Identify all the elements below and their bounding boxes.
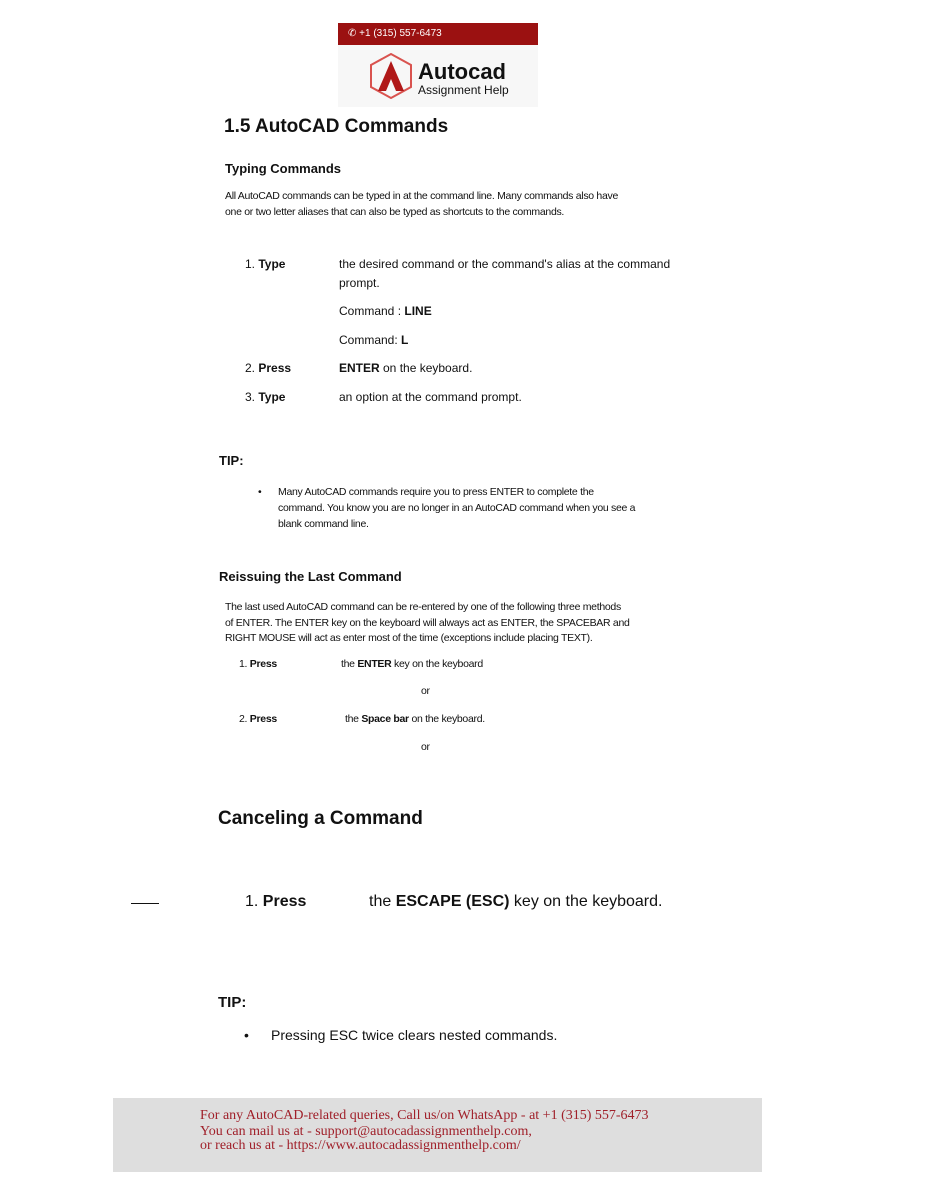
reissue-step-2: 2. Press <box>239 713 277 725</box>
paragraph-line: All AutoCAD commands can be typed in at the command line. Many commands also have <box>225 190 618 202</box>
step-text: prompt. <box>339 276 380 290</box>
step-text: the ESCAPE (ESC) key on the keyboard. <box>369 893 663 910</box>
tip-text: blank command line. <box>278 518 369 530</box>
divider <box>131 903 159 904</box>
or-label: or <box>421 741 430 753</box>
or-label: or <box>421 685 430 697</box>
footer-line: For any AutoCAD-related queries, Call us/on WhatsApp - at +1 (315) 557-6473 <box>200 1108 649 1123</box>
tip-text: command. You know you are no longer in an AutoCAD command when you see a <box>278 502 636 514</box>
tip-heading: TIP: <box>218 994 247 1011</box>
section-heading: Canceling a Command <box>218 808 423 829</box>
autocad-logo-icon <box>370 53 412 99</box>
tip-text: Pressing ESC twice clears nested commands. <box>271 1027 558 1043</box>
logo <box>338 45 538 107</box>
step-3: 3. Type <box>245 390 286 404</box>
step-1: 1. Type <box>245 257 286 271</box>
step-text: the desired command or the command's alias at the command <box>339 257 671 271</box>
header-phone: +1 (315) 557-6473 <box>359 28 442 39</box>
example-2: Command: L <box>339 333 409 347</box>
paragraph-line: The last used AutoCAD command can be re-entered by one of the following three methods <box>225 601 621 613</box>
cancel-step: 1. Press <box>245 893 307 910</box>
section-heading: Typing Commands <box>225 161 342 176</box>
step-2: 2. Press <box>245 361 292 375</box>
footer-line: You can mail us at - support@autocadassignmenthelp.com, <box>200 1124 532 1139</box>
paragraph-line: one or two letter aliases that can also be typed as shortcuts to the commands. <box>225 206 565 218</box>
logo-subtitle: Assignment Help <box>418 83 509 97</box>
footer-line: or reach us at - https://www.autocadassignmenthelp.com/ <box>200 1138 521 1153</box>
paragraph-line: of ENTER. The ENTER key on the keyboard will always act as ENTER, the SPACEBAR and <box>225 617 630 629</box>
whatsapp-icon: ✆ <box>348 28 360 39</box>
tip-text: Many AutoCAD commands require you to press ENTER to complete the <box>278 486 594 498</box>
bullet-icon: • <box>244 1027 249 1043</box>
step-text: the ENTER key on the keyboard <box>341 658 483 670</box>
header-phone-bar <box>338 23 538 45</box>
step-text: ENTER on the keyboard. <box>339 361 473 375</box>
reissue-step-1: 1. Press <box>239 658 277 670</box>
bullet-icon: • <box>258 486 262 498</box>
example-1: Command : LINE <box>339 304 432 318</box>
step-text: an option at the command prompt. <box>339 390 522 404</box>
logo-title: Autocad <box>418 59 506 84</box>
paragraph-line: RIGHT MOUSE will act as enter most of the time (exceptions include placing TEXT). <box>225 632 593 644</box>
section-heading: Reissuing the Last Command <box>219 569 402 584</box>
step-text: the Space bar on the keyboard. <box>345 713 485 725</box>
footer <box>113 1098 762 1172</box>
page-title: 1.5 AutoCAD Commands <box>224 116 449 137</box>
tip-heading: TIP: <box>219 453 244 468</box>
